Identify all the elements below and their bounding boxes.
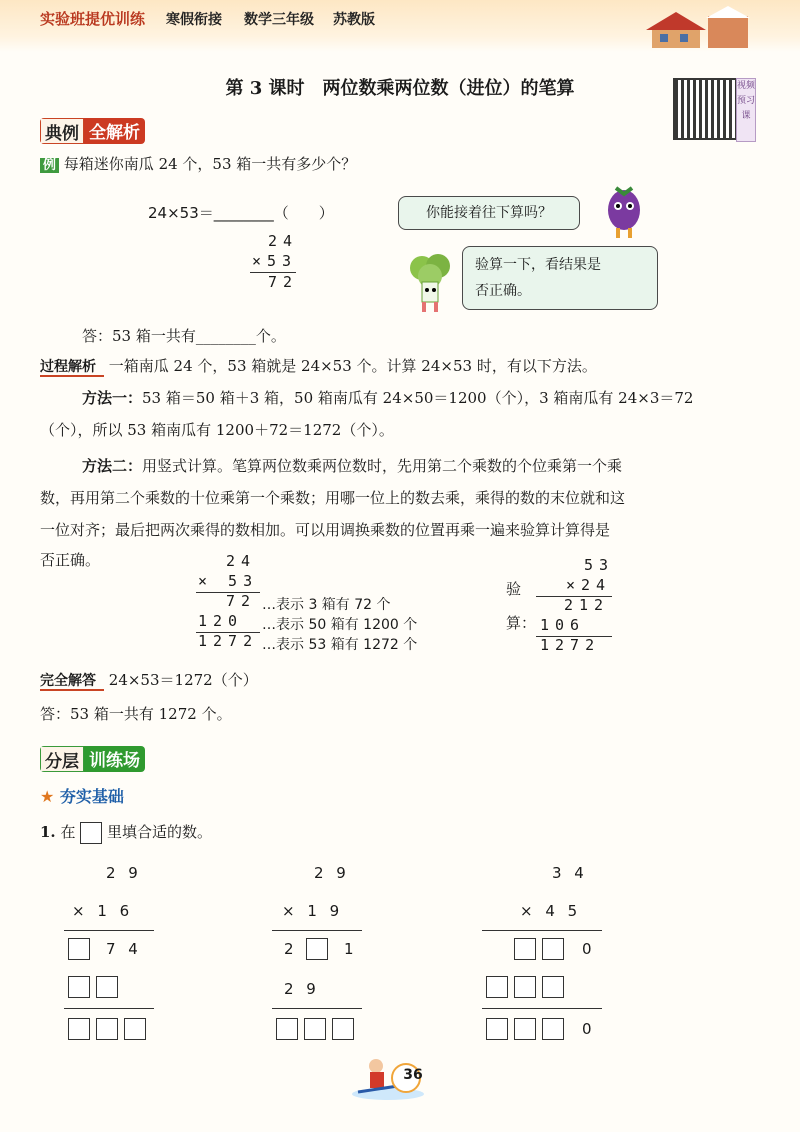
p1-multiplicand: 2 9: [106, 864, 142, 882]
p1-row3-digits: 7 4: [106, 940, 142, 958]
method1-line2: （个），所以 53 箱南瓜有 1200＋72＝1272（个）。: [40, 421, 394, 439]
check-hint-line2: 否正确。: [475, 283, 531, 299]
p1-blank-3[interactable]: [96, 976, 118, 998]
section2-part-a: 分层: [40, 746, 84, 772]
vc-multiplier: ×24: [566, 576, 612, 594]
p2-line2: [272, 1008, 362, 1009]
header-sub2: 数学三年级: [244, 12, 314, 28]
p2-row3-left: 2: [284, 940, 294, 958]
p1-multiplier: × 1 6: [72, 902, 134, 920]
p1-blank-6[interactable]: [124, 1018, 146, 1040]
hint-bubble: 你能接着往下算吗？: [398, 196, 580, 230]
p1-blank-4[interactable]: [68, 1018, 90, 1040]
p3-multiplier: × 4 5: [520, 902, 582, 920]
broccoli-mascot: [400, 252, 460, 314]
method1-text: 53 箱＝50 箱＋3 箱，50 箱南瓜有 24×50＝1200（个），3 箱南瓜有 24×3＝72: [142, 389, 694, 407]
p2-row4: 2 9: [284, 980, 320, 998]
p2-blank-2[interactable]: [276, 1018, 298, 1040]
vm-multiplier: × 53: [198, 572, 259, 590]
check-label-2: 算：: [506, 614, 537, 632]
lesson-title: 第 3 课时 两位数乘两位数（进位）的笔算: [225, 78, 575, 99]
section2-part-b: 训练场: [84, 746, 145, 772]
p3-row3-end: 0: [582, 940, 592, 958]
p3-line2: [482, 1008, 602, 1009]
vm-partial2: 120: [198, 612, 244, 630]
book-brand: 实验班提优训练: [40, 10, 146, 28]
example-question-line: [40, 150, 762, 180]
p2-blank-1[interactable]: [306, 938, 328, 960]
p2-multiplicand: 2 9: [314, 864, 350, 882]
qr-code[interactable]: [673, 78, 737, 140]
example-vertical-mult: ×53: [252, 252, 298, 270]
check-label-1: 验: [506, 580, 522, 598]
example-vertical-partial: 72: [268, 273, 299, 291]
example-vertical-top: 24: [268, 232, 299, 250]
exercise1-prompt: [40, 818, 762, 847]
method1-line1: [40, 384, 762, 413]
vm-partial1: 72: [226, 592, 257, 610]
process-intro: 一箱南瓜 24 个，53 箱就是 24×53 个。计算 24×53 时，有以下方法。: [108, 357, 597, 375]
process-tag: 过程解析: [40, 359, 104, 377]
solution-line: [40, 666, 762, 696]
p1-blank-1[interactable]: [68, 938, 90, 960]
p3-blank-2[interactable]: [542, 938, 564, 960]
vm-result: 1272: [198, 632, 259, 650]
section-heading-part-a: 典例: [40, 118, 84, 144]
p1-blank-2[interactable]: [68, 976, 90, 998]
sub-heading: [40, 784, 124, 807]
p2-line1: [272, 930, 362, 931]
qr-side-label: 视频预习课: [736, 78, 756, 142]
p1-line1: [64, 930, 154, 931]
house-illustration: [636, 6, 756, 50]
p3-blank-6[interactable]: [486, 1018, 508, 1040]
vm-multiplicand: 24: [226, 552, 257, 570]
p3-line1: [482, 930, 602, 931]
vc-partial1: 212: [564, 596, 610, 614]
vc-result: 1272: [540, 636, 601, 654]
exercise1-number: 1.: [40, 823, 56, 841]
p3-blank-1[interactable]: [514, 938, 536, 960]
example-equation: 24×53＝________（ ）: [148, 204, 334, 222]
method2-line2: 数，再用第二个乘数的十位乘第一个乘数；用哪一位上的数去乘，乘得的数的末位就和这: [40, 489, 626, 507]
section-heading-part-b: 全解析: [84, 118, 145, 144]
vm-note3: …表示 53 箱有 1272 个: [262, 637, 418, 653]
solution-tag: 完全解答: [40, 673, 104, 691]
example-answer: 答：53 箱一共有________个。: [82, 327, 286, 345]
p3-multiplicand: 3 4: [552, 864, 588, 882]
vc-multiplicand: 53: [584, 556, 615, 574]
header-sub3: 苏教版: [333, 12, 375, 28]
p3-blank-3[interactable]: [486, 976, 508, 998]
p2-blank-3[interactable]: [304, 1018, 326, 1040]
method2-line4: 否正确。: [40, 551, 101, 569]
section-heading-example: [40, 118, 145, 144]
star-icon: ★: [40, 787, 55, 806]
header-sub1: 寒假衔接: [166, 12, 222, 28]
example-tag: 例: [40, 158, 59, 173]
p2-row3-right: 1: [344, 940, 354, 958]
method1-label: 方法一：: [82, 389, 143, 407]
vm-note1: …表示 3 箱有 72 个: [262, 597, 391, 613]
p2-blank-4[interactable]: [332, 1018, 354, 1040]
sub-heading-text: 夯实基础: [59, 787, 124, 806]
method2-label: 方法二：: [82, 457, 143, 475]
method2-line3: 一位对齐；最后把两次乘得的数相加。可以用调换乘数的位置再乘一遍来验算计算得是: [40, 521, 611, 539]
p2-multiplier: × 1 9: [282, 902, 344, 920]
method2-line1: [40, 452, 762, 481]
vc-partial2: 106: [540, 616, 586, 634]
p1-blank-5[interactable]: [96, 1018, 118, 1040]
check-hint-bubble: [462, 246, 658, 310]
vm-note2: …表示 50 箱有 1200 个: [262, 617, 418, 633]
method2-text: 用竖式计算。笔算两位数乘两位数时，先用第二个乘数的个位乘第一个乘: [142, 457, 623, 475]
p3-blank-7[interactable]: [514, 1018, 536, 1040]
p3-blank-8[interactable]: [542, 1018, 564, 1040]
exercise1-post: 里填合适的数。: [107, 823, 213, 841]
p3-blank-5[interactable]: [542, 976, 564, 998]
solution-answer: 答：53 箱一共有 1272 个。: [40, 705, 232, 723]
page-number: 36: [403, 1067, 423, 1083]
exercise1-pre: 在: [60, 823, 76, 841]
eggplant-mascot: [598, 180, 650, 240]
section-heading-practice: [40, 746, 145, 772]
p3-blank-4[interactable]: [514, 976, 536, 998]
p3-row5-end: 0: [582, 1020, 592, 1038]
process-intro-line: [40, 352, 762, 382]
solution-equation: 24×53＝1272（个）: [108, 671, 258, 689]
check-hint-line1: 验算一下，看结果是: [475, 257, 601, 273]
sample-box: [80, 822, 102, 844]
example-question: 每箱迷你南瓜 24 个，53 箱一共有多少个？: [63, 155, 357, 173]
p1-line2: [64, 1008, 154, 1009]
